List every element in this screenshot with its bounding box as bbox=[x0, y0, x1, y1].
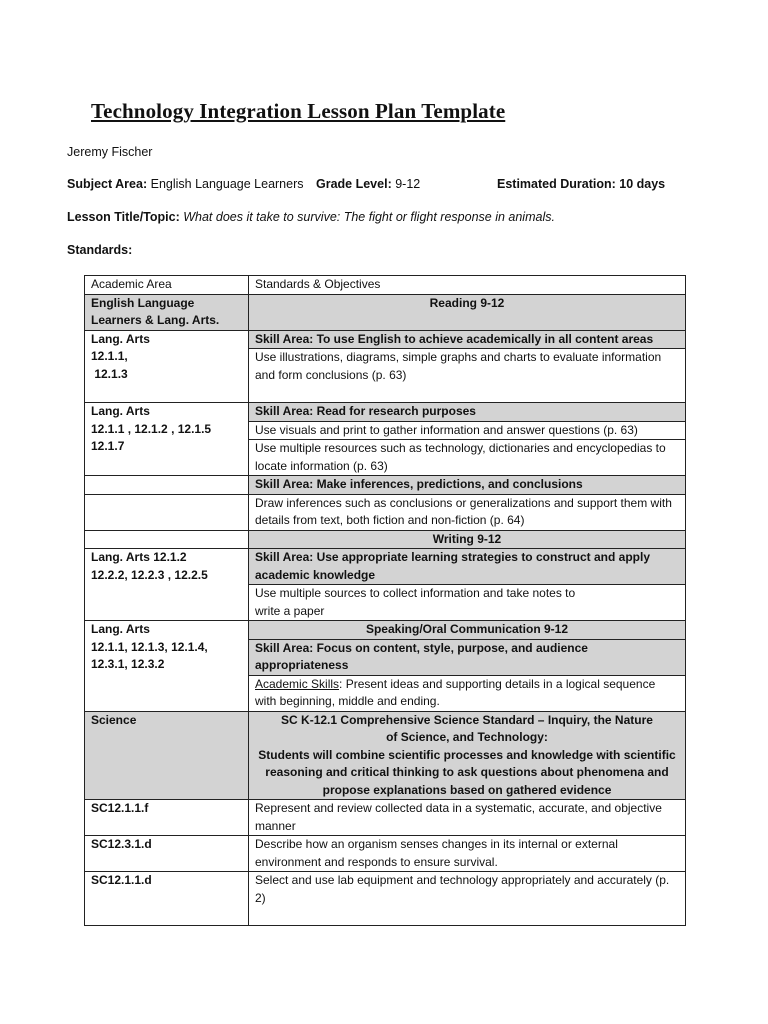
objective-cell bbox=[249, 675, 686, 711]
grade-label: Grade Level: bbox=[316, 177, 392, 191]
empty-area-cell bbox=[85, 530, 249, 549]
table-row bbox=[85, 330, 686, 349]
lesson-label: Lesson Title/Topic: bbox=[67, 210, 180, 224]
empty-area-cell bbox=[85, 476, 249, 495]
skill-area-cell: Skill Area: Focus on content, style, purpose, and audience appropriateness bbox=[249, 639, 686, 675]
lesson-line bbox=[67, 210, 555, 224]
document-title: Technology Integration Lesson Plan Template bbox=[91, 99, 506, 123]
objective-cell bbox=[249, 585, 686, 621]
academic-skills-label: Academic Skills bbox=[255, 676, 340, 691]
writing-area-cell bbox=[85, 549, 249, 621]
writing-section-heading: Writing 9-12 bbox=[249, 530, 686, 549]
science-code-cell: SC12.3.1.d bbox=[85, 836, 249, 872]
objective-cell: Use illustrations, diagrams, simple graphs and charts to evaluate information and form conclusions (p. 63) bbox=[249, 349, 686, 403]
table-row bbox=[85, 836, 686, 872]
ell-area-cell: English Language Learners & Lang. Arts. bbox=[85, 294, 249, 330]
duration-value: 10 days bbox=[619, 177, 666, 191]
skill-area-cell: Skill Area: Read for research purposes bbox=[249, 403, 686, 422]
subject-label: Subject Area: bbox=[67, 177, 148, 191]
skill-area-cell: Skill Area: Make inferences, predictions, and conclusions bbox=[249, 476, 686, 495]
science-code-cell: SC12.1.1.d bbox=[85, 872, 249, 926]
science-standard-cell bbox=[249, 711, 686, 800]
subject-line bbox=[67, 177, 304, 191]
table-row bbox=[85, 549, 686, 585]
skill-area-cell: Skill Area: To use English to achieve academically in all content areas bbox=[249, 330, 686, 349]
standards-label: Standards: bbox=[67, 243, 133, 257]
table-row bbox=[85, 294, 686, 330]
area-line: 12.1.1, 12.1.3, 12.1.4, bbox=[91, 639, 208, 654]
table-row bbox=[85, 872, 686, 926]
area-line: Lang. Arts bbox=[91, 404, 150, 418]
speaking-area-cell bbox=[85, 621, 249, 712]
area-line: 12.1.1 , 12.1.2 , 12.1.5 bbox=[91, 421, 212, 436]
table-header-row bbox=[85, 276, 686, 295]
table-row bbox=[85, 476, 686, 495]
table-row bbox=[85, 800, 686, 836]
academic-skills-text: : Present ideas and supporting details in a logical sequence with beginning, middle and ending. bbox=[255, 676, 656, 708]
area-line: 12.1.1, bbox=[91, 349, 128, 363]
area-line: Lang. Arts bbox=[91, 331, 150, 346]
area-line: Lang. Arts 12.1.2 bbox=[91, 550, 187, 564]
grade-line bbox=[316, 177, 420, 191]
objective-cell: Represent and review collected data in a systematic, accurate, and objective manner bbox=[249, 800, 686, 836]
author-name: Jeremy Fischer bbox=[67, 145, 153, 159]
header-academic-area: Academic Area bbox=[85, 276, 249, 295]
skill-area-cell: Skill Area: Use appropriate learning strategies to construct and apply academic knowledge bbox=[249, 549, 686, 585]
area-line: Lang. Arts bbox=[91, 622, 150, 636]
science-code-cell: SC12.1.1.f bbox=[85, 800, 249, 836]
area-line: 12.1.7 bbox=[91, 439, 125, 453]
subject-value: English Language Learners bbox=[150, 177, 304, 191]
reading-area-1-cell bbox=[85, 330, 249, 403]
table-row bbox=[85, 530, 686, 549]
objective-cell: Select and use lab equipment and technology appropriately and accurately (p. 2) bbox=[249, 872, 686, 926]
objective-line: write a paper bbox=[255, 603, 325, 618]
objective-cell: Draw inferences such as conclusions or generalizations and support them with details from text, both fiction and non-fiction (p. 64) bbox=[249, 494, 686, 530]
area-line: 12.2.2, 12.2.3 , 12.2.5 bbox=[91, 567, 208, 582]
science-area-cell: Science bbox=[85, 711, 249, 800]
grade-value: 9-12 bbox=[395, 177, 421, 191]
table-row bbox=[85, 711, 686, 800]
objective-line: Use multiple sources to collect information and take notes to bbox=[255, 586, 576, 600]
header-standards-objectives: Standards & Objectives bbox=[249, 276, 686, 295]
area-line: 12.1.3 bbox=[91, 366, 128, 381]
standards-table bbox=[84, 275, 686, 926]
table-row bbox=[85, 621, 686, 640]
speaking-section-heading: Speaking/Oral Communication 9-12 bbox=[249, 621, 686, 640]
area-line: 12.3.1, 12.3.2 bbox=[91, 657, 165, 671]
table-row bbox=[85, 403, 686, 422]
duration-label: Estimated Duration: bbox=[497, 177, 616, 191]
science-standard-text: Students will combine scientific processes and knowledge with scientific reasoning and critical thinking to ask questions about phenomena and propose explanations based on gathered evidence bbox=[258, 747, 676, 797]
empty-area-cell bbox=[85, 494, 249, 530]
science-standard-title: SC K-12.1 Comprehensive Science Standard – Inquiry, the Nature of Science, and Technology: bbox=[281, 712, 653, 744]
objective-cell: Use multiple resources such as technology, dictionaries and encyclopedias to locate information (p. 63) bbox=[249, 440, 686, 476]
lesson-value: What does it take to survive: The fight or flight response in animals. bbox=[183, 210, 555, 224]
objective-cell: Use visuals and print to gather information and answer questions (p. 63) bbox=[249, 421, 686, 440]
duration-line bbox=[497, 177, 665, 191]
reading-area-2-cell bbox=[85, 403, 249, 476]
reading-section-heading: Reading 9-12 bbox=[249, 294, 686, 330]
objective-cell: Describe how an organism senses changes in its internal or external environment and responds to ensure survival. bbox=[249, 836, 686, 872]
table-row bbox=[85, 494, 686, 530]
